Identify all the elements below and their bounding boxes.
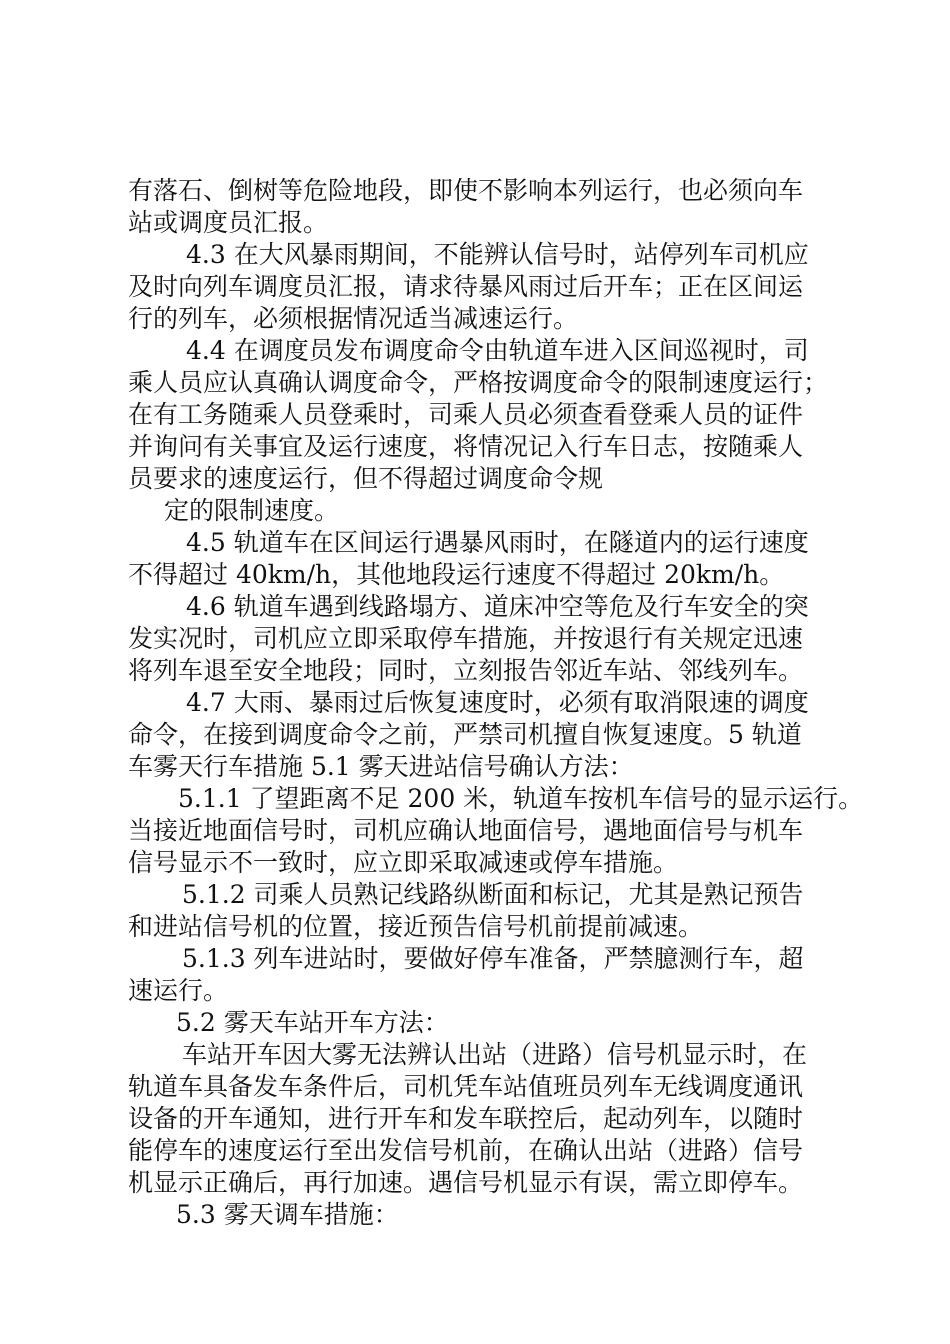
- text-line: 设备的开车通知，进行开车和发车联控后，起动列车，以随时: [128, 1104, 804, 1133]
- text-line: 5.1.3 列车进站时，要做好停车准备，严禁臆测行车，超: [182, 944, 804, 973]
- text-line: 4.3 在大风暴雨期间，不能辨认信号时，站停列车司机应: [186, 240, 809, 269]
- text-line: 发实况时，司机应立即采取停车措施，并按退行有关规定迅速: [128, 624, 804, 653]
- text-line: 命令，在接到调度命令之前，严禁司机擅自恢复速度。5 轨道: [128, 720, 802, 749]
- section-heading: 5.3 雾天调车措施：: [176, 1200, 399, 1229]
- section-heading: 5.2 雾天车站开车方法：: [176, 1008, 449, 1037]
- text-line: 4.4 在调度员发布调度命令由轨道车进入区间巡视时，司: [186, 336, 809, 365]
- text-line: 并询问有关事宜及运行速度，将情况记入行车日志，按随乘人: [128, 432, 804, 461]
- text-line: 信号显示不一致时，应立即采取减速或停车措施。: [128, 848, 679, 877]
- text-line: 能停车的速度运行至出发信号机前，在确认出站（进路）信号: [128, 1136, 804, 1165]
- text-line: 4.7 大雨、暴雨过后恢复速度时，必须有取消限速的调度: [186, 688, 809, 717]
- text-line: 及时向列车调度员汇报，请求待暴风雨过后开车；正在区间运: [128, 272, 804, 301]
- text-line: 乘人员应认真确认调度命令，严格按调度命令的限制速度运行；: [128, 368, 829, 397]
- text-line: 车雾天行车措施 5.1 雾天进站信号确认方法：: [128, 752, 634, 781]
- text-line: 在有工务随乘人员登乘时，司乘人员必须查看登乘人员的证件: [128, 400, 804, 429]
- text-line: 5.1.2 司乘人员熟记线路纵断面和标记，尤其是熟记预告: [182, 880, 804, 909]
- text-line: 轨道车具备发车条件后，司机凭车站值班员列车无线调度通讯: [128, 1072, 804, 1101]
- text-line: 将列车退至安全地段；同时，立刻报告邻近车站、邻线列车。: [128, 656, 804, 685]
- text-line: 4.5 轨道车在区间运行遇暴风雨时，在隧道内的运行速度: [186, 528, 809, 557]
- text-line: 速运行。: [128, 976, 229, 1005]
- text-line: 5.1.1 了望距离不足 200 米，轨道车按机车信号的显示运行。: [178, 784, 864, 813]
- text-line: 站或调度员汇报。: [128, 208, 329, 237]
- text-line: 车站开车因大雾无法辨认出站（进路）信号机显示时，在: [182, 1040, 808, 1069]
- text-line: 员要求的速度运行，但不得超过调度命令规: [128, 464, 604, 493]
- text-line: 和进站信号机的位置，接近预告信号机前提前减速。: [128, 912, 704, 941]
- text-line: 4.6 轨道车遇到线路塌方、道床冲空等危及行车安全的突: [186, 592, 809, 621]
- text-line: 有落石、倒树等危险地段，即使不影响本列运行，也必须向车: [128, 176, 804, 205]
- text-line: 机显示正确后，再行加速。遇信号机显示有误，需立即停车。: [128, 1168, 804, 1197]
- text-line: 当接近地面信号时，司机应确认地面信号，遇地面信号与机车: [128, 816, 804, 845]
- text-line: 定的限制速度。: [164, 496, 340, 525]
- text-line: 不得超过 40km/h，其他地段运行速度不得超过 20km/h。: [128, 560, 785, 589]
- text-line: 行的列车，必须根据情况适当减速运行。: [128, 304, 579, 333]
